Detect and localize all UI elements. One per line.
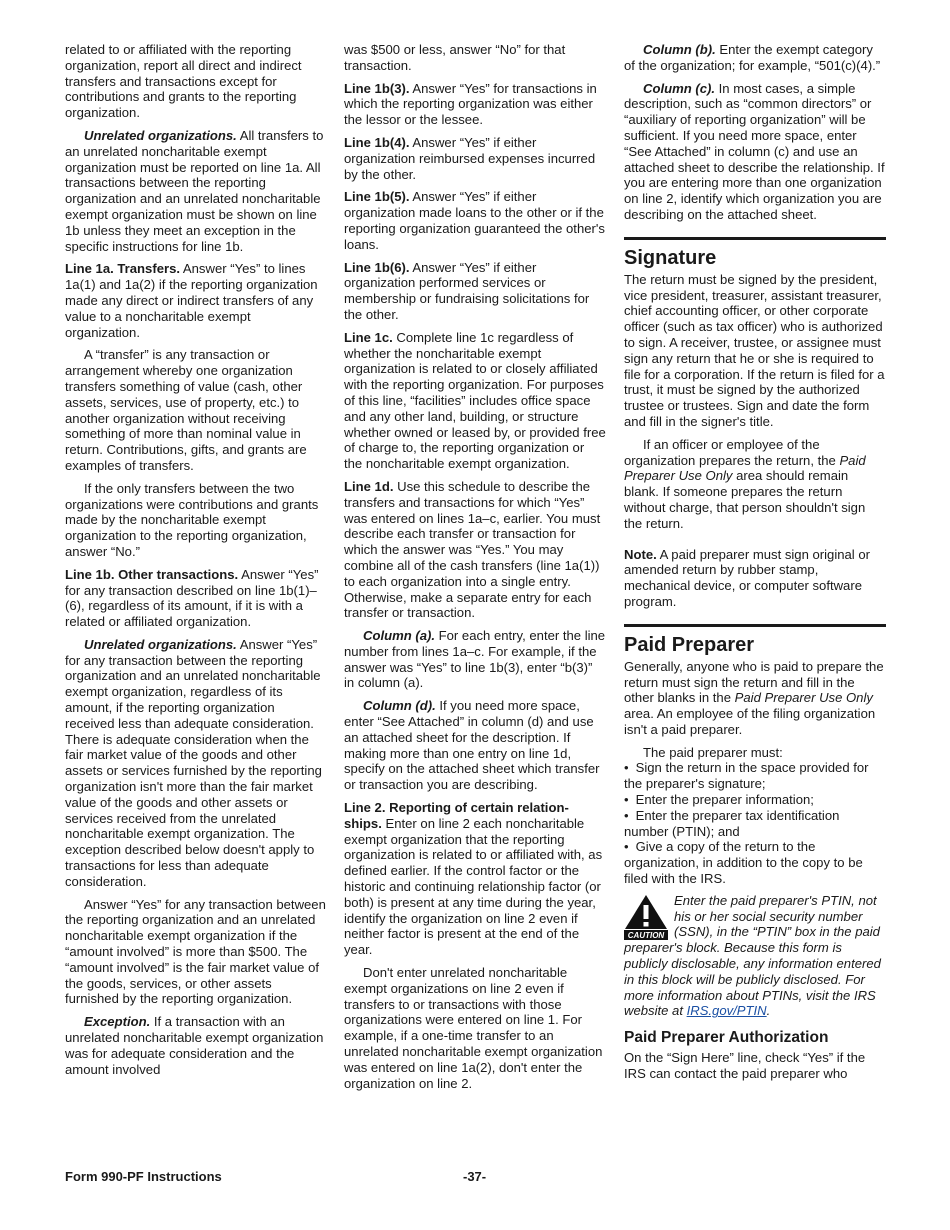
section-heading-paid-preparer: Paid Preparer [624, 633, 755, 656]
paragraph: was $500 or less, answer “No” for that transaction. [344, 42, 566, 73]
column-3 [624, 42, 886, 1089]
list-item: • Enter the preparer information; [624, 792, 886, 808]
paragraph: Exception. If a transaction with an unrelated noncharitable exempt organization was for adequate consideration and the amount involved [65, 1014, 324, 1077]
caution-box: CAUTION Enter the paid preparer's PTIN, not his or her social security number (SSN), in the “PTIN” box in the paid preparer's block. Because this form is publicly disclosable, any information entered in this block will be publicly disclosed. For more information about PTINs, visit the IRS website at IRS.gov/PTIN. [624, 892, 881, 1019]
paragraph: Line 1b(3). Answer “Yes” for transactions in which the reporting organization was either the lessor or the lessee. [344, 80, 597, 128]
paragraph: A “transfer” is any transaction or arrangement whereby one organization transfers something of value (cash, other assets, services, use of property, etc.) to another organization without receiving something of more than nominal value in return. Contributions, gifts, and grants are examples of transfers. [65, 347, 307, 473]
column-2 [344, 42, 606, 1098]
paragraph: Line 1a. Transfers. Answer “Yes” to lines 1a(1) and 1a(2) if the reporting organization made any direct or indirect transfers of any value to a noncharitable exempt organization. [65, 261, 318, 340]
paragraph: On the “Sign Here” line, check “Yes” if the IRS can contact the paid preparer who [624, 1050, 866, 1082]
paragraph: Answer “Yes” for any transaction between the reporting organization and an unrelated noncharitable exempt organization if the “amount involved” is more than $500. The “amount involved” is the fair market value of the goods, services, or other assets furnished by the reporting organization. [65, 896, 326, 1007]
section-divider [624, 624, 886, 627]
paragraph: The paid preparer must: [643, 744, 783, 760]
list-item: • Sign the return in the space provided for the preparer's signature; [624, 760, 886, 792]
caution-icon [624, 894, 668, 940]
column-1 [65, 42, 327, 1084]
paragraph: Column (a). For each entry, enter the line number from lines 1a–c. For example, if the answer was “Yes” to line 1b(3), enter “b(3)” in column (a). [344, 628, 606, 691]
paragraph: If an officer or employee of the organization prepares the return, the Paid Preparer Use Only area should remain blank. If someone prepares the return without charge, that person shouldn't sign the return. [624, 436, 866, 531]
paragraph: Generally, anyone who is paid to prepare the return must sign the return and fill in the other blanks in the Paid Preparer Use Only area. An employee of the filing organization isn't a paid preparer. [624, 658, 884, 737]
paragraph: Line 2. Reporting of certain relation-ships. Enter on line 2 each noncharitable exempt organization that the reporting organization is related to or affiliated with, as defined earlier. If the control factor or the historic and continuing relationship factor (or both) is present at any time during the year, identify the organization on line 2 even if neither factor is present at the end of the year. [344, 800, 603, 958]
section-heading-paid-preparer-authorization: Paid Preparer Authorization [624, 1029, 829, 1047]
footer-page-number: -37- [463, 1169, 487, 1184]
paragraph: Line 1b. Other transactions. Answer “Yes” for any transaction described on line 1b(1)–(6), regardless of its amount, if it is with a related or affiliated organization. [65, 566, 319, 630]
section-heading-signature: Signature [624, 246, 717, 269]
section-divider [624, 237, 886, 240]
paragraph: Line 1b(6). Answer “Yes” if either organization performed services or membership or fundraising solicitations for the other. [344, 259, 590, 322]
paragraph: Unrelated organizations. All transfers to an unrelated noncharitable exempt organization must be reported on line 1a. All transactions between the reporting organization and an unrelated noncharitable exempt organization must be shown on line 1b unless they meet an exception in the specific instructions for line 1b. [65, 127, 324, 254]
paragraph: Don't enter unrelated noncharitable exempt organizations on line 2 even if transfers to or transactions with those organizations were entered on line 1. For example, if a one-time transfer to an unrelated noncharitable exempt organization was entered on line 1a(2), don't enter the organization on line 2. [344, 965, 603, 1091]
list-item: • Enter the preparer tax identification number (PTIN); and [624, 808, 886, 840]
paragraph: Column (d). If you need more space, enter “See Attached” in column (d) and use an attached sheet for the description. If making more than one entry on line 1d, specify on the attached sheet which transfer or transaction you are describing. [344, 698, 600, 793]
paragraph: Line 1d. Use this schedule to describe the transfers and transactions for which “Yes” was entered on lines 1a–c, earlier. You must describe each transfer or transaction for which the answer was “Yes.” You may combine all of the cash transfers (line 1a(1)) to each organization into a single entry. Otherwise, make a separate entry for each transfer or transaction. [344, 478, 601, 621]
irs-ptin-link[interactable]: IRS.gov/PTIN [686, 1003, 767, 1019]
note-paragraph: Note. A paid preparer must sign original or amended return by rubber stamp, mechanical device, or computer software program. [624, 546, 870, 609]
caution-label: CAUTION [627, 930, 665, 940]
paragraph: If the only transfers between the two organizations were contributions and grants made by the noncharitable exempt organization to the reporting organization, answer “No.” [65, 480, 319, 559]
paragraph: Column (c). In most cases, a simple description, such as “common directors” or “auxiliary of reporting organization” will be sufficient. If you need more space, enter “See Attached” in column (c) and use an attached sheet to describe the relationship. If you are entering more than one organization on line 2, identify which organization you are describing on the attached sheet. [624, 80, 885, 222]
paragraph: related to or affiliated with the reporting organization, report all direct and indirect transfers and transactions except for contributions and grants to the reporting organization. [65, 42, 302, 121]
paragraph: Unrelated organizations. Answer “Yes” for any transaction between the reporting organization and an unrelated noncharitable exempt organization, regardless of its amount, if the reporting organization received less than adequate consideration. There is adequate consideration when the fair market value of the goods and other assets or services furnished by the reporting organization isn't more than the fair market value of the goods and other assets or services received from the unrelated noncharitable exempt organization. The exception described below doesn't apply to transactions for less than adequate consideration. [65, 636, 322, 889]
paragraph: Column (b). Enter the exempt category of the organization; for example, “501(c)(4).” [624, 42, 881, 73]
paragraph: The return must be signed by the president, vice president, treasurer, assistant treasurer, chief accounting officer, or other corporate officer (such as tax officer) who is authorized to sign. A receiver, trustee, or assignee must sign any return that he or she is required to file for a corporation. If the return is filed for a trust, it must be signed by the authorized trustee or trustees. Sign and date the form and fill in the signer's title. [624, 271, 885, 429]
paragraph: Line 1c. Complete line 1c regardless of whether the noncharitable exempt organization is related to or closely affiliated with the reporting organization. For purposes of this line, “facilities” includes office space and any other land, building, or structure whether owned or leased by, or provided free of charge to, the reporting organization or the noncharitable exempt organization. [344, 329, 606, 472]
footer-form-name: Form 990-PF Instructions [65, 1169, 222, 1184]
paragraph: Line 1b(5). Answer “Yes” if either organization made loans to the other or if the reporting organization guaranteed the other's loans. [344, 189, 605, 252]
list-item: • Give a copy of the return to the organization, in addition to the copy to be filed with the IRS. [624, 839, 886, 886]
paragraph: Line 1b(4). Answer “Yes” if either organization reimbursed expenses incurred by the other. [344, 134, 596, 182]
